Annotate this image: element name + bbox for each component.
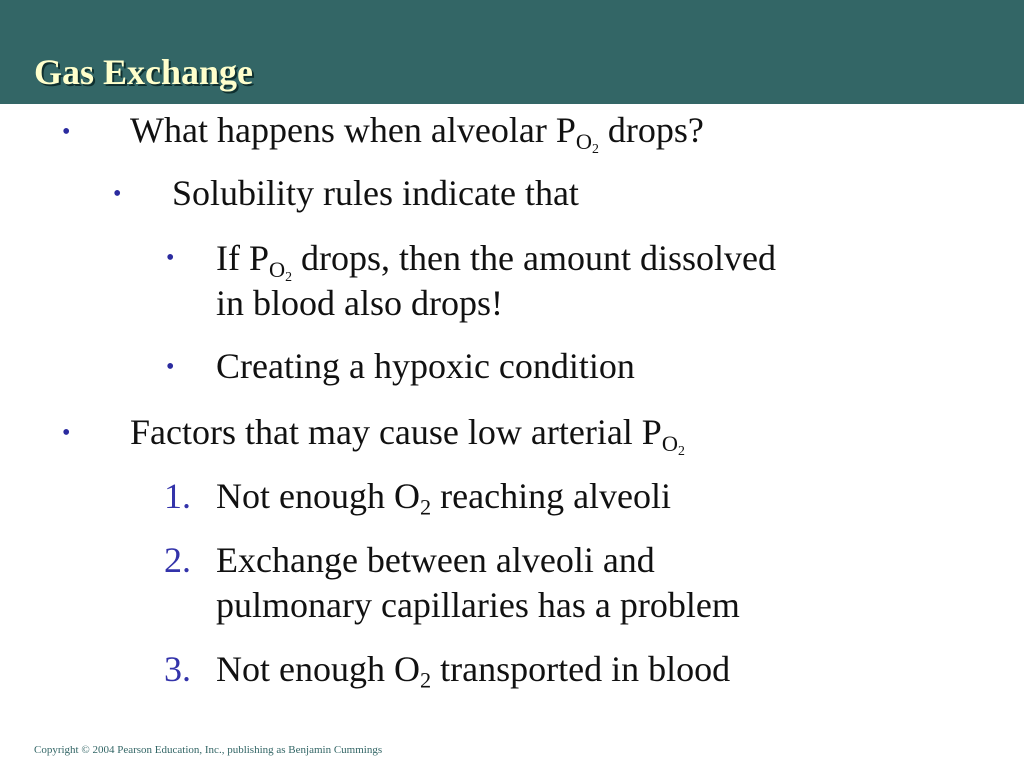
numbered-item-1 (216, 474, 671, 530)
numbered-item-2-continuation: pulmonary capillaries has a problem (216, 585, 740, 625)
subscript (576, 129, 599, 154)
bullet-item-3-continuation: in blood also drops! (216, 283, 503, 323)
subscript-number: 2 (591, 140, 599, 156)
text-part: What happens when alveolar P (130, 110, 576, 150)
list-number: 1. (164, 476, 191, 516)
copyright-footer: Copyright © 2004 Pearson Education, Inc., publishing as Benjamin Cummings (34, 744, 383, 756)
slide-title: Gas Exchange (34, 52, 254, 92)
bullet-marker: • (62, 420, 71, 446)
subscript-number: 2 (677, 442, 685, 458)
list-number: 2. (164, 540, 191, 580)
text-part: If P (216, 238, 269, 278)
text-part: drops? (598, 110, 704, 150)
list-number: 3. (164, 649, 191, 689)
text-part: Factors that may cause low arterial P (130, 412, 662, 452)
bullet-item-4: Creating a hypoxic condition (216, 346, 635, 386)
subscript (662, 431, 685, 456)
text-part: Not enough O (216, 476, 420, 516)
bullet-item-2: Solubility rules indicate that (172, 173, 579, 213)
subscript-letter: O (269, 256, 286, 282)
bullet-marker: • (166, 354, 175, 380)
subscript-letter: O (661, 430, 678, 456)
numbered-item-2: Exchange between alveoli and (216, 540, 655, 580)
subscript-number: 2 (285, 268, 293, 284)
numbered-item-3 (216, 647, 730, 703)
subscript: 2 (419, 494, 432, 520)
text-part: transported in blood (431, 649, 731, 689)
text-part: reaching alveoli (431, 476, 672, 516)
bullet-marker: • (62, 119, 71, 145)
text-part: Not enough O (216, 649, 420, 689)
bullet-marker: • (166, 245, 175, 271)
subscript (269, 257, 292, 282)
text-part: drops, then the amount dissolved (292, 238, 776, 278)
bullet-item-5 (130, 410, 685, 473)
bullet-marker: • (113, 181, 122, 207)
subscript: 2 (419, 667, 432, 693)
subscript-letter: O (575, 128, 592, 154)
bullet-item-1 (130, 108, 704, 171)
